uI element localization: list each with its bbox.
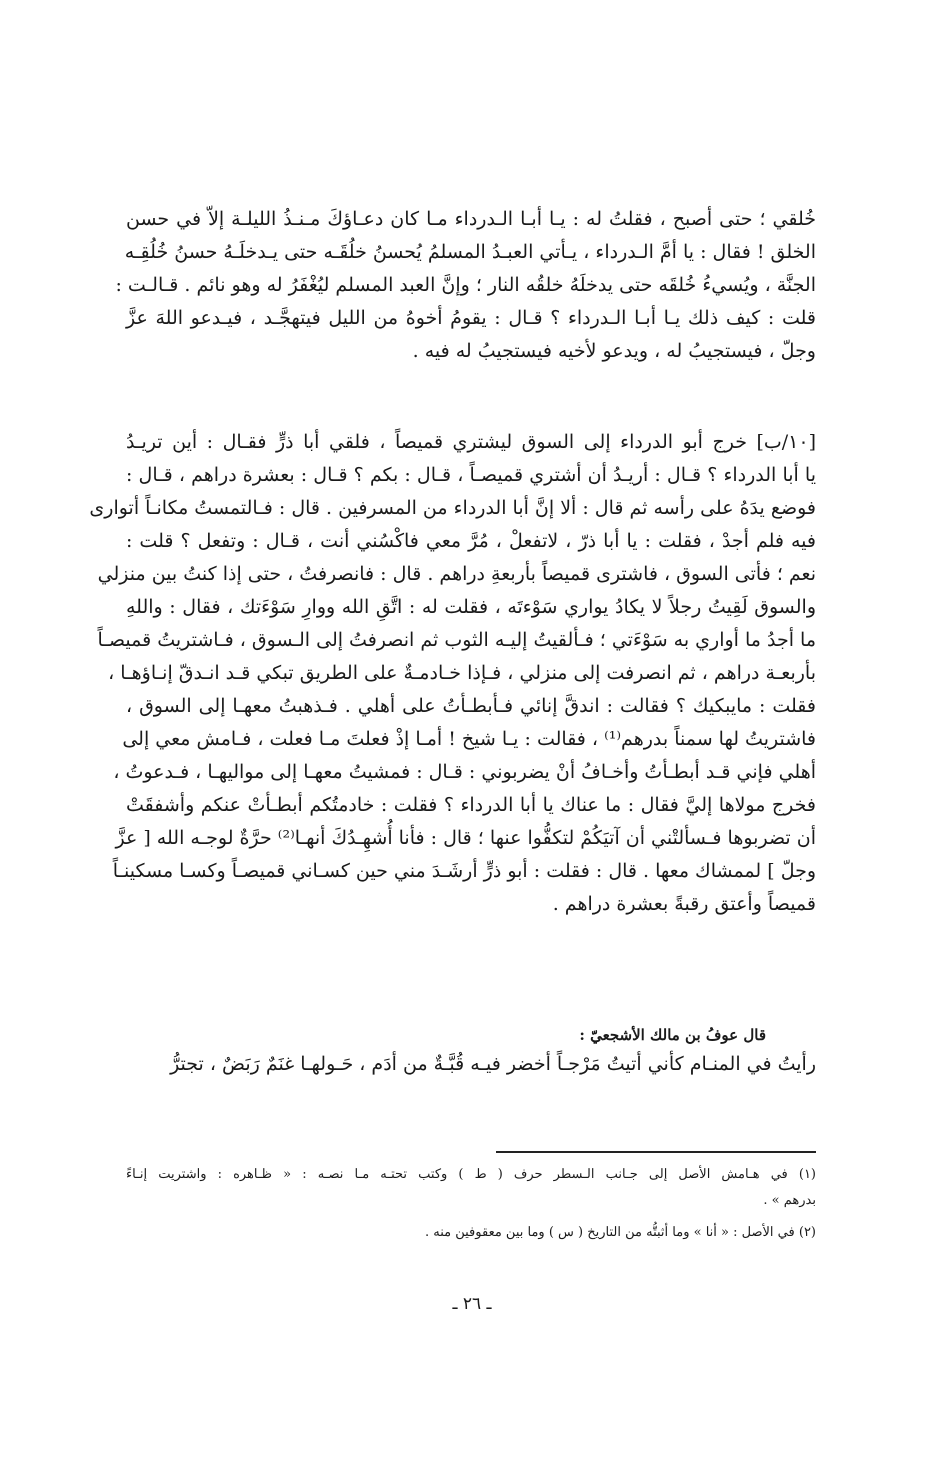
section-auf	[126, 1022, 816, 1081]
footnotes	[126, 1162, 816, 1246]
section-heading: قال عوفُ بن مالك الأشجعيّ :	[579, 1026, 766, 1044]
footnote-line: (٢) في الأصل : « أنا » وما أثبتُّه من التاريخ ( س ) وما بين معقوفين منه .	[424, 1225, 816, 1240]
text-line: فيه فلم أجدْ ، فقلت : يا أبا ذرّ ، لاتفعلْ ، مُرَّ معي فاكْسُني أنت ، قـال : وتفعل ؟ قلت :	[126, 530, 816, 552]
text-line: [١٠/ب] خرج أبو الدرداء إلى السوق ليشتري قميصاً ، فلقي أبا ذرٍّ فقـال : أين تريـدُ	[126, 431, 816, 453]
text-line: قميصاً وأعتق رقبةً بعشرة دراهم .	[552, 893, 816, 915]
text-line: الجنَّة ، ويُسيءُ خُلقَه حتى يدخلَهُ خلقُه النار ؛ وإنَّ العبد المسلم ليُغْفَرُ له وهو نائم . قـالـت :	[115, 274, 816, 296]
text-line: فوضع يدَهُ على رأسه ثم قال : ألا إنَّ أبا الدرداء من المسرفين . قال : فـالتمستُ مكانـاً أتوارى	[89, 497, 816, 519]
text-line: وجلّ ] لممشاك معها . قال : فقلت : أبو ذرٍّ أرشَـدَ مني حين كسـاني قميصـاً وكسـا مسكينـاً	[112, 860, 816, 882]
footnote-line: (١) في هـامش الأصل إلى جـانب الـسطر حرف ( ط ) وكتب تحتـه مـا نصـه : « ظـاهره : واشتريت إنـاءً	[126, 1167, 816, 1182]
text-line: أهلي فإني قـد أبطـأتُ وأخـافُ أنْ يضربوني : قـال : فمشيتُ معهـا إلى مواليهـا ، فـدعوتُ ،	[113, 761, 816, 783]
footnote-separator	[496, 1151, 816, 1153]
text-line: خُلقي ؛ حتى أصبح ، فقلتُ له : يـا أبـا الـدرداء مـا كان دعـاؤكَ مـنـذُ الليلـة إلاّ في حسن	[126, 208, 816, 230]
paragraph-1	[115, 203, 816, 368]
text-line: بأربعـة دراهم ، ثم انصرفت إلى منزلي ، فـإذا خـادمـةٌ على الطريق تبكي قـد انـدقّ إنـاؤهـا ،	[108, 662, 816, 684]
text-line: فاشتريتُ لها سمناً بدرهم⁽¹⁾ ، فقالت : يـا شيخ ! أمـا إذْ فعلتَ مـا فعلت ، فـامش معي إلى	[122, 728, 816, 750]
text-line: فخرج مولاها إليَّ فقال : ما عناك يا أبا الدرداء ؟ فقلت : خادمتُكم أبطـأتْ عنكم وأشفقَتْ	[126, 794, 816, 816]
paragraph-2	[89, 426, 816, 921]
text-line: رأيتُ في المنـام كأني أتيتُ مَرْجـاً أخضر فيـه قُبَّـةٌ من أدَم ، حَـولهـا غنَمٌ رَبَضٌ ، تجترُّ	[170, 1053, 816, 1075]
text-line: فقلت : مايبكيك ؟ فقالت : اندقَّ إنائي فـأبطـأتُ على أهلي . فـذهبتُ معهـا إلى السوق ،	[126, 695, 816, 717]
text-line: نعم ؛ فأتى السوق ، فاشترى قميصاً بأربعةِ دراهم . قال : فانصرفتُ ، حتى إذا كنتُ بين منزلي	[97, 563, 816, 585]
text-line: يا أبا الدرداء ؟ قـال : أريـدُ أن أشتري قميصـاً ، قـال : بكم ؟ قـال : بعشرة دراهم ، قـال :	[126, 464, 816, 486]
text-line: الخلق ! فقال : يا أمَّ الـدرداء ، يـأتي العبـدُ المسلمُ يُحسنُ خلُقَـه حتى يـدخلَـهُ حسنُ خُلُقِـه	[124, 241, 816, 263]
page-number: ـ ٢٦ ـ	[452, 1294, 492, 1314]
text-line: والسوق لَقِيتُ رجلاً لا يكادُ يواري سَوْءتَه ، فقلت له : اتَّقِ الله ووارِ سَوْءَتك ، فقال : واللهِ	[126, 596, 816, 618]
text-line: أن تضربوها فـسألتْني أن آتيَكُمْ لتكفُّوا عنها ؛ قال : فأنا أُشهِـدُكَ أنهـا⁽²⁾ حرَّةٌ لوجـه الله [ عزَّ	[115, 827, 816, 849]
text-line: وجلّ ، فيستجيبُ له ، ويدعو لأخيه فيستجيبُ له فيه .	[412, 340, 816, 362]
text-line: ما أجدُ ما أواري به سَوْءَتي ؛ فـألقيتُ إليـه الثوب ثم انصرفتُ إلى الـسوق ، فـاشتريتُ قميصـاً	[97, 629, 816, 651]
footnote-line: بدرهم » .	[763, 1193, 816, 1208]
text-line: قلت : كيف ذلك يـا أبـا الـدرداء ؟ قـال : يقومُ أخوهُ من الليل فيتهجَّـد ، فيـدعو اللهَ عزَّ	[126, 307, 816, 329]
